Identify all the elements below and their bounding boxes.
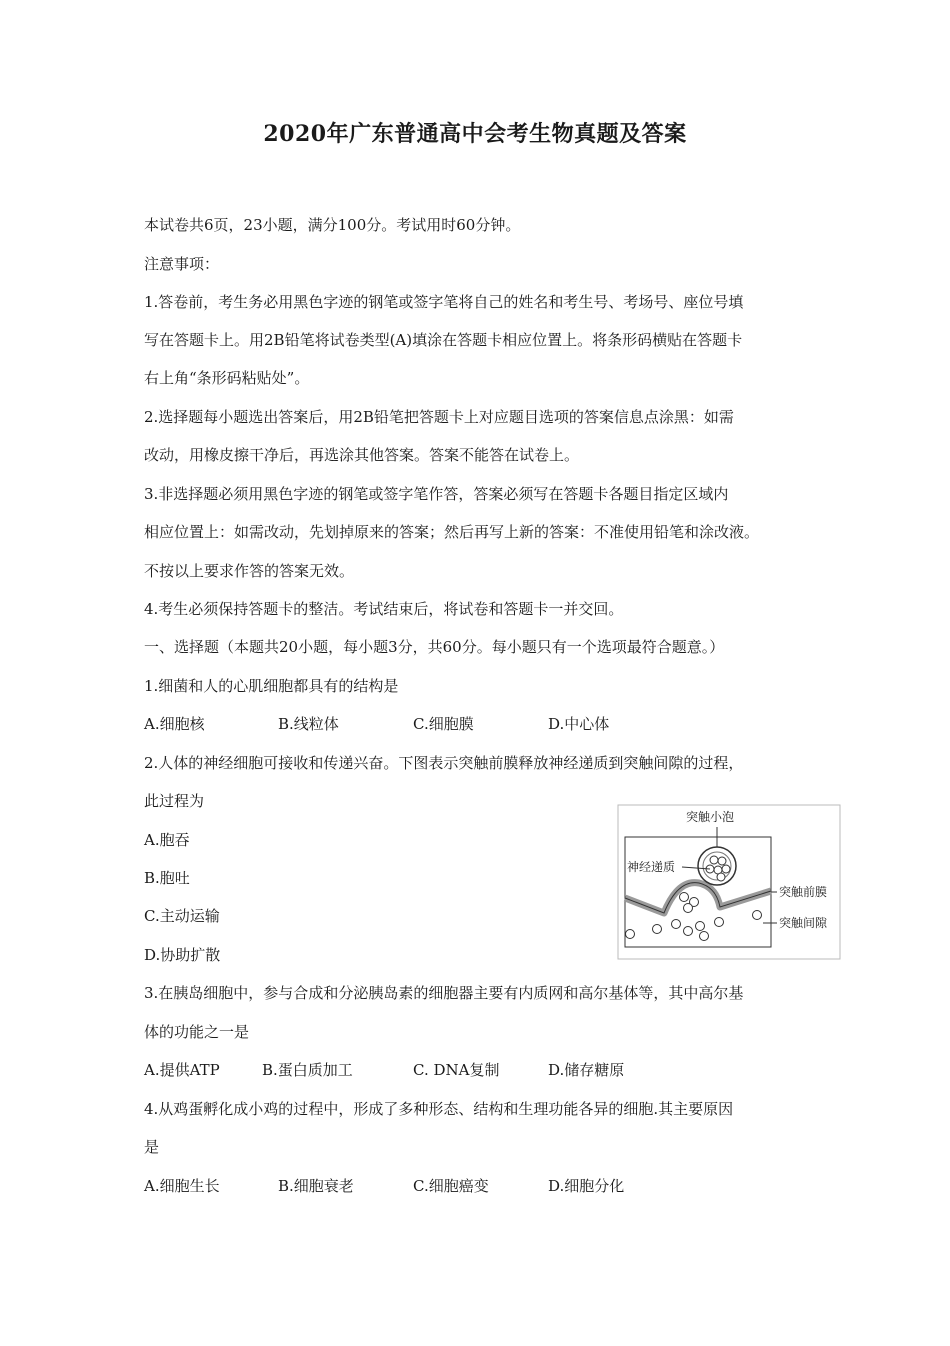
q1-option-c: C.细胞膜	[413, 715, 474, 733]
vesicle-molecule	[722, 865, 730, 873]
cleft-molecule	[700, 932, 709, 941]
q3-option-c: C. DNA复制	[413, 1061, 500, 1079]
note-1-line-1: 1.答卷前，考生务必用黑色字迹的钢笔或签字笔将自己的姓名和考生号、考场号、座位号填	[144, 293, 744, 311]
note-3-line-1: 3.非选择题必须用黑色字迹的钢笔或签字笔作答，答案必须写在答题卡各题目指定区域内	[144, 485, 729, 503]
question-3-stem-line-2: 体的功能之一是	[144, 1023, 250, 1041]
cleft-molecule	[715, 918, 724, 927]
q2-option-c: C.主动运输	[144, 907, 220, 925]
q3-option-b: B.蛋白质加工	[262, 1061, 353, 1079]
cleft-molecule	[684, 927, 693, 936]
synapse-diagram	[616, 803, 842, 961]
note-2-line-1: 2.选择题每小题选出答案后，用2B铅笔把答题卡上对应题目选项的答案信息点涂黑：如需	[144, 408, 734, 426]
note-1-line-3: 右上角“条形码粘贴处”。	[144, 369, 310, 387]
vesicle-molecule	[717, 873, 725, 881]
cleft-molecule	[753, 911, 762, 920]
question-4-stem-line-2: 是	[144, 1138, 160, 1156]
question-1-stem: 1.细菌和人的心肌细胞都具有的结构是	[144, 677, 399, 695]
note-3-line-3: 不按以上要求作答的答案无效。	[144, 562, 355, 580]
cleft-molecule	[653, 925, 662, 934]
q2-option-a: A.胞吞	[144, 831, 190, 849]
intro-text: 本试卷共6页，23小题，满分100分。考试用时60分钟。	[144, 216, 521, 234]
vesicle-molecule	[710, 856, 718, 864]
note-3-line-2: 相应位置上：如需改动，先划掉原来的答案；然后再写上新的答案：不准使用铅笔和涂改液。	[144, 523, 760, 541]
transmitter-molecule	[680, 893, 689, 902]
cleft-molecule	[672, 920, 681, 929]
q3-option-d: D.储存糖原	[548, 1061, 625, 1079]
cleft-molecule	[626, 930, 635, 939]
label-synaptic-cleft: 突触间隙	[779, 916, 828, 930]
q4-option-a: A.细胞生长	[144, 1177, 220, 1195]
label-neurotransmitter: 神经递质	[627, 860, 676, 874]
notice-heading: 注意事项：	[144, 255, 220, 273]
cleft-molecule	[696, 922, 705, 931]
transmitter-molecule	[684, 904, 693, 913]
q2-option-b: B.胞吐	[144, 869, 190, 887]
note-2-line-2: 改动，用橡皮擦干净后，再选涂其他答案。答案不能答在试卷上。	[144, 446, 580, 464]
note-1-line-2: 写在答题卡上。用2B铅笔将试卷类型(A)填涂在答题卡相应位置上。将条形码横贴在答题卡	[144, 331, 743, 349]
q1-option-a: A.细胞核	[144, 715, 205, 733]
question-2-stem-line-1: 2.人体的神经细胞可接收和传递兴奋。下图表示突触前膜释放神经递质到突触间隙的过程，	[144, 754, 744, 772]
label-presynaptic-membrane: 突触前膜	[779, 885, 828, 899]
q1-option-d: D.中心体	[548, 715, 610, 733]
page-title: 2020年广东普通高中会考生物真题及答案	[263, 121, 687, 147]
q4-option-c: C.细胞癌变	[413, 1177, 489, 1195]
q4-option-d: D.细胞分化	[548, 1177, 625, 1195]
note-4-line-1: 4.考生必须保持答题卡的整洁。考试结束后，将试卷和答题卡一并交回。	[144, 600, 624, 618]
q4-option-b: B.细胞衰老	[278, 1177, 354, 1195]
question-2-stem-line-2: 此过程为	[144, 792, 205, 810]
question-4-stem-line-1: 4.从鸡蛋孵化成小鸡的过程中，形成了多种形态、结构和生理功能各异的细胞.其主要原因	[144, 1100, 734, 1118]
q3-option-a: A.提供ATP	[144, 1061, 220, 1079]
section-heading: 一、选择题（本题共20小题，每小题3分，共60分。每小题只有一个选项最符合题意。）	[144, 638, 725, 656]
question-3-stem-line-1: 3.在胰岛细胞中，参与合成和分泌胰岛素的细胞器主要有内质网和高尔基体等，其中高尔基	[144, 984, 744, 1002]
q1-option-b: B.线粒体	[278, 715, 339, 733]
label-synaptic-vesicle: 突触小泡	[686, 810, 735, 824]
q2-option-d: D.协助扩散	[144, 946, 221, 964]
vesicle-molecule	[718, 857, 726, 865]
